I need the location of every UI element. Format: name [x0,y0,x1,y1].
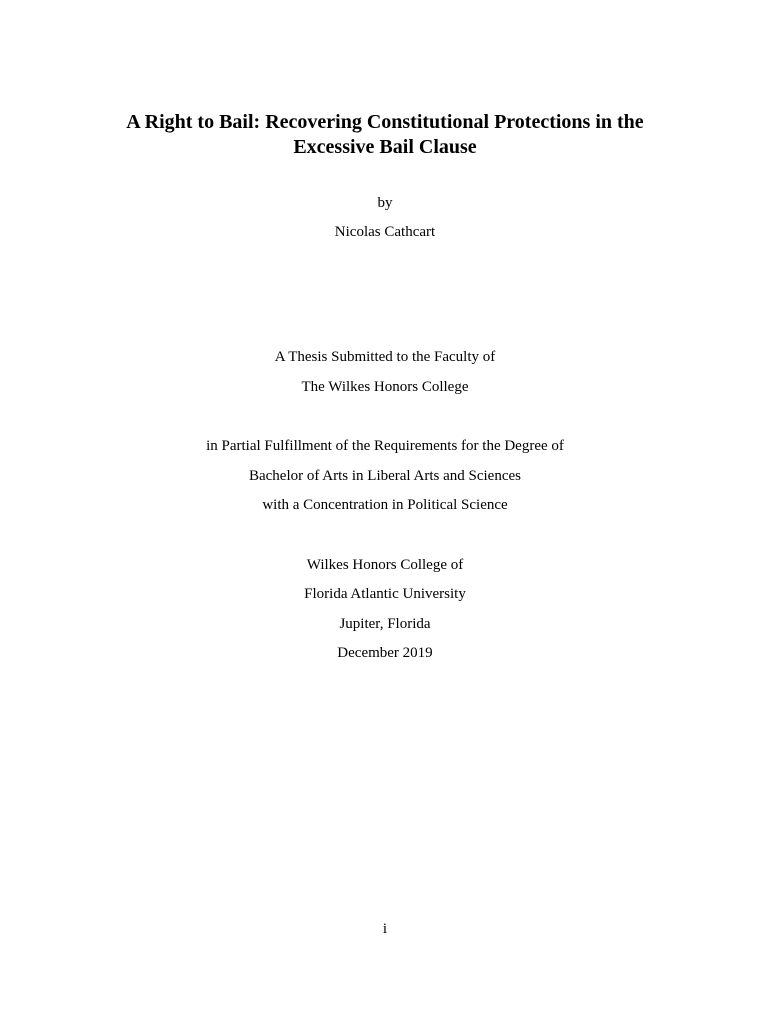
page-number: i [382,921,388,937]
degree-line-3: with a Concentration in Political Science [262,497,508,513]
institution-line-1: Wilkes Honors College of [306,557,464,573]
author-name: Nicolas Cathcart [334,224,436,240]
institution-line-2: Florida Atlantic University [304,586,466,602]
submission-line-2: The Wilkes Honors College [301,379,469,395]
submission-line-1: A Thesis Submitted to the Faculty of [274,349,496,365]
submission-date: December 2019 [337,645,433,661]
thesis-title-line-1: A Right to Bail: Recovering Constitutional Protections in the [126,111,644,133]
degree-line-1: in Partial Fulfillment of the Requirements for the Degree of [206,438,564,454]
institution-location: Jupiter, Florida [339,616,431,632]
byline-by: by [377,195,393,211]
degree-line-2: Bachelor of Arts in Liberal Arts and Sciences [248,468,521,484]
thesis-title-line-2: Excessive Bail Clause [293,136,477,158]
